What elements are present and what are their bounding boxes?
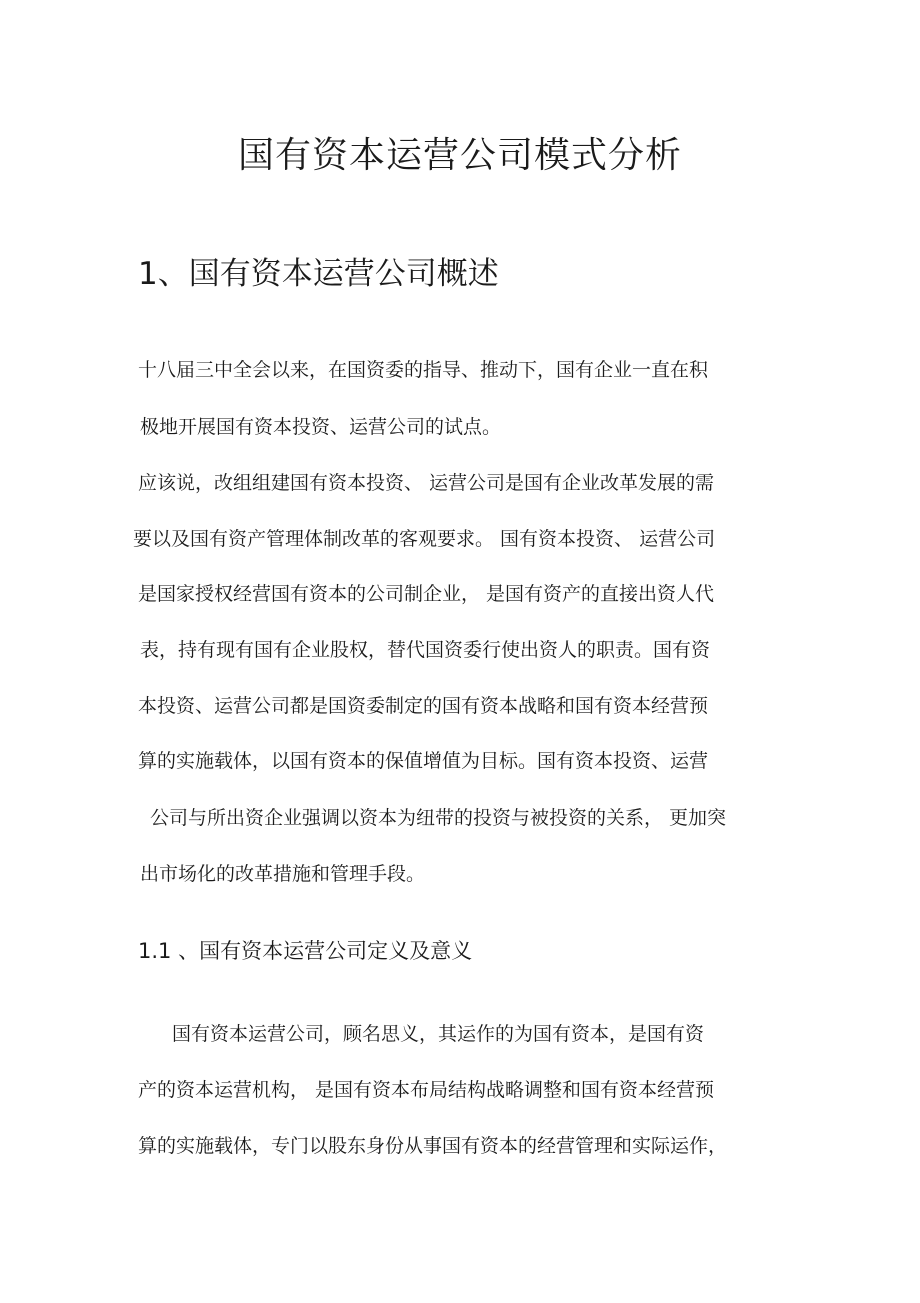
paragraph-line: 极地开展国有资本投资、运营公司的试点。 (140, 416, 502, 438)
paragraph-line: 国有资本运营公司，顾名思义，其运作的为国有资本，是国有资 (172, 1023, 705, 1045)
paragraph-line: 公司与所出资企业强调以资本为纽带的投资与被投资的关系， 更加突 (150, 807, 727, 829)
paragraph-line: 本投资、运营公司都是国资委制定的国有资本战略和国有资本经营预 (138, 695, 709, 717)
paragraph-line: 产的资本运营机构， 是国有资本布局结构战略调整和国有资本经营预 (138, 1079, 715, 1101)
document-title: 国有资本运营公司模式分析 (237, 135, 682, 176)
paragraph-line: 是国家授权经营国有资本的公司制企业， 是国有资产的直接出资人代 (138, 583, 715, 605)
paragraph-line: 算的实施载体，以国有资本的保值增值为目标。国有资本投资、运营 (138, 750, 709, 772)
section-1-1-heading: 1.1 、国有资本运营公司定义及意义 (138, 939, 473, 963)
section-1-heading: 1、国有资本运营公司概述 (138, 256, 499, 292)
paragraph-line: 算的实施载体，专门以股东身份从事国有资本的经营管理和实际运作， (138, 1135, 728, 1157)
paragraph-line: 表，持有现有国有企业股权，替代国资委行使出资人的职责。国有资 (140, 639, 711, 661)
paragraph-line: 十八届三中全会以来，在国资委的指导、推动下，国有企业一直在积 (138, 359, 709, 381)
paragraph-line: 要以及国有资产管理体制改革的客观要求。 国有资本投资、 运营公司 (133, 528, 716, 550)
paragraph-line: 出市场化的改革措施和管理手段。 (140, 863, 426, 885)
paragraph-line: 应该说，改组组建国有资本投资、 运营公司是国有企业改革发展的需 (138, 472, 715, 494)
